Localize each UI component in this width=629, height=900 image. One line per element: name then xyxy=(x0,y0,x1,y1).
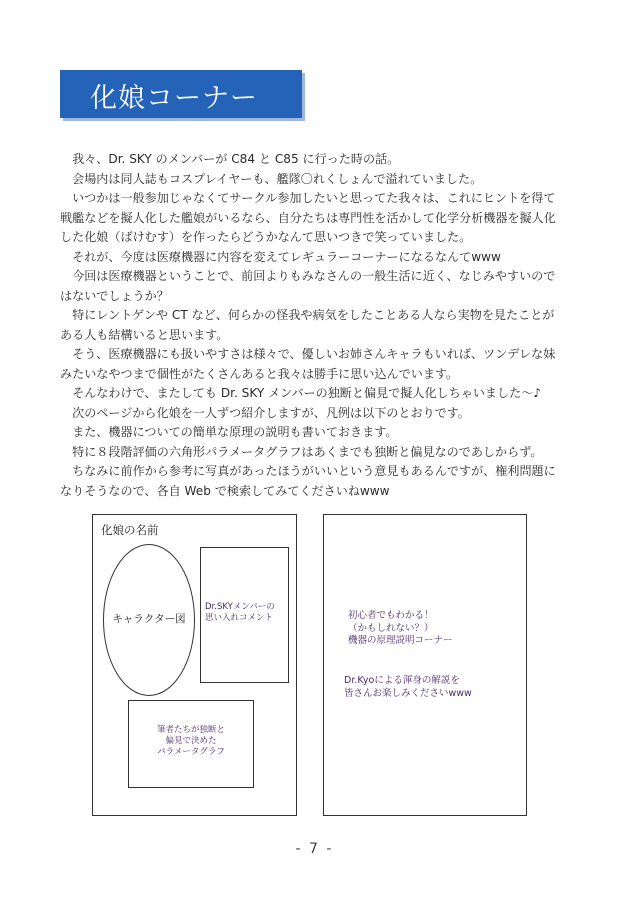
page-number: - 7 - xyxy=(295,841,334,857)
graph-line: 偏見で決めた xyxy=(165,736,217,746)
legend-principle-frame xyxy=(323,514,527,816)
text-line: ある人も結構いると思います。 xyxy=(60,327,229,342)
text-line: はないでしょうか？ xyxy=(60,288,169,303)
text-line: 戦艦などを擬人化した艦娘がいるなら、自分たちは専門性を活かして化学分析機器を擬人化 xyxy=(60,210,556,225)
member-comment-box xyxy=(200,547,289,683)
text-line: それが、今度は医療機器に内容を変えてレギュラーコーナーになるなんてwww xyxy=(60,249,501,264)
text-line: した化娘（ばけむす）を作ったらどうかなんて思いつきで笑っていました。 xyxy=(60,230,472,244)
parameter-graph-label xyxy=(129,725,253,758)
text-line: そんなわけで、またしても Dr. SKY メンバーの独断と偏見で擬人化しちゃいました～♪ xyxy=(60,386,542,400)
note-line: 初心者でもわかる！ xyxy=(348,610,434,621)
comment-line: Dr.SKYメンバーの xyxy=(205,602,275,612)
section-title: 化娘コーナー xyxy=(90,83,258,114)
graph-line: パラメータグラフ xyxy=(157,747,225,757)
text-line: 会場内は同人誌もコスプレイヤーも、艦隊〇れくしょんで溢れていました。 xyxy=(60,171,483,186)
text-line: ちなみに前作から参考に写真があったほうがいいという意見もあるんですが、権利問題に xyxy=(60,464,556,478)
text-line: 次のページから化娘を一人ずつ紹介しますが、凡例は以下のとおりです。 xyxy=(60,405,470,420)
parameter-graph-box xyxy=(128,700,254,788)
text-line: そう、医療機器にも扱いやすさは様々で、優しいお姉さんキャラもいれば、ツンデレな妹 xyxy=(60,347,556,361)
principle-intro xyxy=(348,610,518,648)
text-line: なりそうなので、各自 Web で検索してみてくださいねwww xyxy=(60,483,390,498)
comment-line: 思い入れコメント xyxy=(205,613,274,623)
note-line: 機器の原理説明コーナー xyxy=(348,635,453,646)
character-figure-oval xyxy=(103,544,195,696)
intro-text xyxy=(60,150,580,501)
note-line: Dr.Kyoによる渾身の解説を xyxy=(344,675,460,686)
text-line: 今回は医療機器ということで、前回よりもみなさんの一般生活に近く、なじみやすいので xyxy=(60,269,556,283)
principle-author-note xyxy=(344,675,519,700)
text-line: みたいなやつまで個性がたくさんあると我々は勝手に思い込んでいます。 xyxy=(60,366,459,381)
text-line: 我々、Dr. SKY のメンバーが C84 と C85 に行った時の話。 xyxy=(60,152,400,166)
note-line: 皆さんお楽しみくださいwww xyxy=(344,687,472,699)
graph-line: 筆者たちが独断と xyxy=(156,725,225,735)
note-line: （かもしれない？） xyxy=(348,622,434,634)
legend-name-label: 化娘の名前 xyxy=(101,523,159,537)
character-figure-label: キャラクター図 xyxy=(112,613,186,625)
section-title-banner xyxy=(60,70,302,118)
text-line: 特に８段階評価の六角形パラメータグラフはあくまでも独断と偏見なのであしからず。 xyxy=(60,444,543,459)
text-line: 特にレントゲンや CT など、何らかの怪我や病気をしたことある人なら実物を見たことが xyxy=(60,308,555,322)
text-line: また、機器についての簡単な原理の説明も書いておきます。 xyxy=(60,425,398,439)
member-comment-label xyxy=(205,602,287,624)
text-line: いつかは一般参加じゃなくてサークル参加したいと思ってた我々は、これにヒントを得て xyxy=(60,191,556,205)
